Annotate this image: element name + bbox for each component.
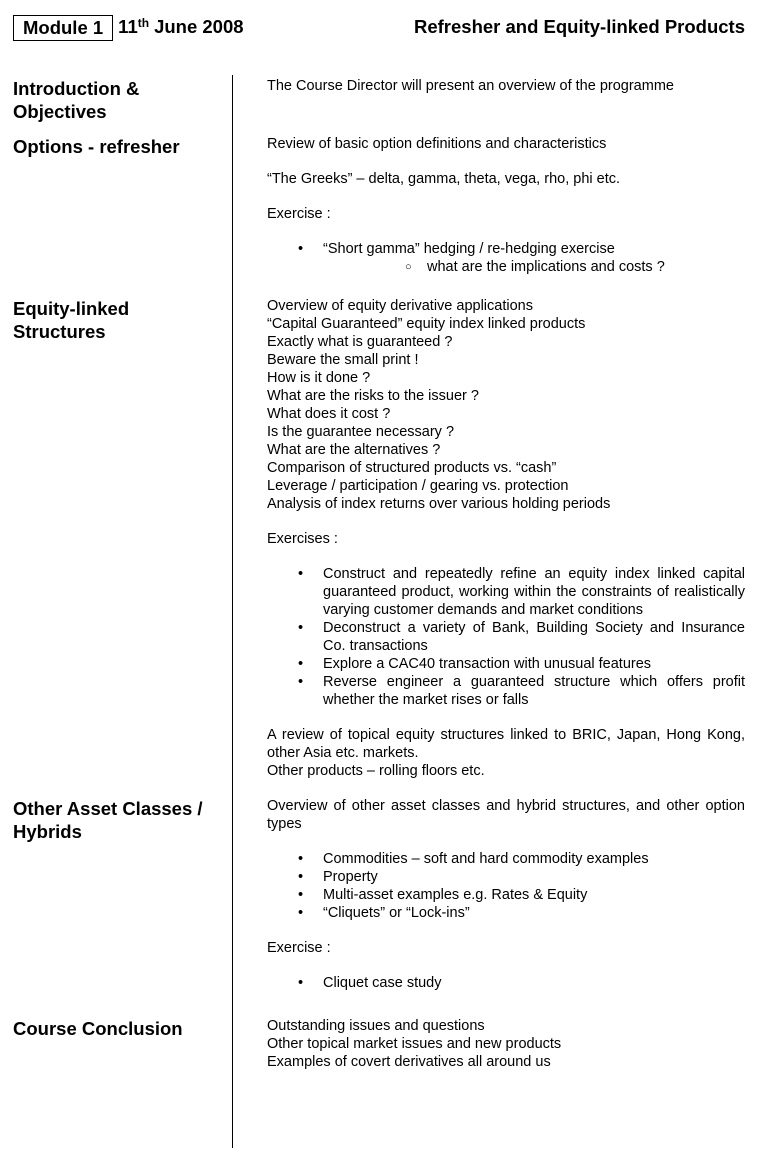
date-number: 11: [118, 16, 138, 37]
circle-bullet-icon: ○: [405, 261, 412, 273]
topic-line: Overview of equity derivative applications: [267, 298, 533, 314]
bullet-item: [267, 673, 745, 709]
paragraph: Other products – rolling floors etc.: [267, 763, 485, 779]
section-heading: [13, 1017, 214, 1040]
topic-lines: [267, 1017, 745, 1071]
heading-line: Options - refresher: [13, 136, 180, 157]
section-heading: [13, 77, 214, 123]
bullet-text: Commodities – soft and hard commodity examples: [323, 851, 649, 867]
section-course-conclusion: [0, 1017, 768, 1088]
bullet-item: [267, 240, 745, 276]
heading-line: Equity-linked: [13, 298, 130, 319]
bullet-text: “Cliquets” or “Lock-ins”: [323, 905, 470, 921]
date-ordinal: th: [137, 16, 150, 30]
heading-line: Structures: [13, 321, 106, 342]
exercise-label: Exercise :: [267, 940, 331, 956]
heading-line: Introduction &: [13, 78, 140, 99]
topic-line: Exactly what is guaranteed ?: [267, 334, 453, 350]
section-other-assets-heading-cell: [0, 797, 232, 1009]
bullet-text: Cliquet case study: [323, 975, 442, 991]
paragraph: “The Greeks” – delta, gamma, theta, vega, rho, phi etc.: [267, 171, 621, 187]
bullet-text: Deconstruct a variety of Bank, Building Society and Insurance Co. transactions: [323, 620, 745, 654]
topic-line: Leverage / participation / gearing vs. protection: [267, 478, 569, 494]
section-introduction: [0, 77, 768, 123]
section-options-heading-cell: [0, 135, 232, 293]
column-divider-line: [232, 75, 233, 1148]
topic-line: What are the alternatives ?: [267, 442, 441, 458]
topic-line: Outstanding issues and questions: [267, 1018, 485, 1034]
section-other-asset-classes: [0, 797, 768, 1009]
bullet-list: [267, 240, 745, 276]
bullet-dot-icon: •: [298, 905, 304, 921]
module-box: [13, 15, 113, 41]
section-equity-linked-structures: [0, 297, 768, 797]
module-label: Module 1: [23, 17, 104, 38]
bullet-dot-icon: •: [298, 851, 304, 867]
section-options-body: [232, 135, 745, 293]
bullet-item: [267, 850, 745, 868]
section-heading: [13, 297, 214, 343]
bullet-text: Multi-asset examples e.g. Rates & Equity: [323, 887, 588, 903]
bullet-text: Construct and repeatedly refine an equity index linked capital guaranteed product, working within the constraints of realistically varying customer demands and market conditions: [323, 566, 745, 618]
bullet-item: [267, 565, 745, 619]
bullet-text: Reverse engineer a guaranteed structure which offers profit whether the market rises or falls: [323, 674, 745, 708]
exercises-label: Exercises :: [267, 531, 338, 547]
bullet-item: [267, 886, 745, 904]
section-introduction-heading-cell: [0, 77, 232, 123]
content: [0, 75, 768, 1148]
exercise-label: Exercise :: [267, 206, 331, 222]
bullet-list: [267, 850, 745, 922]
bullet-item: [267, 655, 745, 673]
bullet-text: “Short gamma” hedging / re-hedging exercise: [323, 241, 615, 257]
bullet-dot-icon: •: [298, 975, 304, 991]
section-other-assets-body: [232, 797, 745, 1009]
topic-line: How is it done ?: [267, 370, 371, 386]
bullet-list: [267, 565, 745, 709]
section-equity-heading-cell: [0, 297, 232, 797]
sub-bullet-item: [323, 258, 745, 276]
sub-bullet-text: what are the implications and costs ?: [427, 259, 665, 275]
topic-line: Beware the small print !: [267, 352, 419, 368]
bullet-dot-icon: •: [298, 656, 304, 672]
paragraph: Review of basic option definitions and characteristics: [267, 136, 607, 152]
bullet-text: Property: [323, 869, 378, 885]
heading-line: Other Asset Classes /: [13, 798, 203, 819]
bullet-item: [267, 904, 745, 922]
bullet-dot-icon: •: [298, 674, 304, 690]
section-heading: [13, 135, 214, 158]
bullet-dot-icon: •: [298, 869, 304, 885]
topic-line: Other topical market issues and new products: [267, 1036, 562, 1052]
bullet-dot-icon: •: [298, 241, 304, 257]
bullet-text: Explore a CAC40 transaction with unusual features: [323, 656, 652, 672]
bullet-dot-icon: •: [298, 566, 304, 582]
topic-line: What are the risks to the issuer ?: [267, 388, 479, 404]
section-conclusion-heading-cell: [0, 1017, 232, 1088]
bullet-item: [267, 868, 745, 886]
topic-line: Analysis of index returns over various holding periods: [267, 496, 611, 512]
header: [13, 15, 745, 41]
section-heading: [13, 797, 214, 843]
bullet-dot-icon: •: [298, 620, 304, 636]
bullet-list: [267, 974, 745, 992]
topic-line: Is the guarantee necessary ?: [267, 424, 455, 440]
paragraph: The Course Director will present an overview of the programme: [267, 78, 674, 94]
bullet-item: [267, 619, 745, 655]
section-introduction-body: [232, 77, 745, 123]
date-rest: June 2008: [154, 16, 244, 37]
paragraph: Overview of other asset classes and hybrid structures, and other option types: [267, 798, 745, 832]
page-title: Refresher and Equity-linked Products: [413, 16, 745, 37]
topic-lines: [267, 297, 745, 513]
topic-line: Examples of covert derivatives all around us: [267, 1054, 551, 1070]
heading-line: Course Conclusion: [13, 1018, 183, 1039]
topic-line: What does it cost ?: [267, 406, 391, 422]
topic-line: Comparison of structured products vs. “cash”: [267, 460, 557, 476]
bullet-dot-icon: •: [298, 887, 304, 903]
section-options-refresher: [0, 135, 768, 293]
topic-line: “Capital Guaranteed” equity index linked products: [267, 316, 586, 332]
section-conclusion-body: [232, 1017, 745, 1088]
section-equity-body: [232, 297, 745, 797]
bullet-item: [267, 974, 745, 992]
paragraph: A review of topical equity structures linked to BRIC, Japan, Hong Kong, other Asia etc. markets.: [267, 727, 745, 761]
date-label: [118, 15, 243, 41]
heading-line: Hybrids: [13, 821, 82, 842]
heading-line: Objectives: [13, 101, 107, 122]
